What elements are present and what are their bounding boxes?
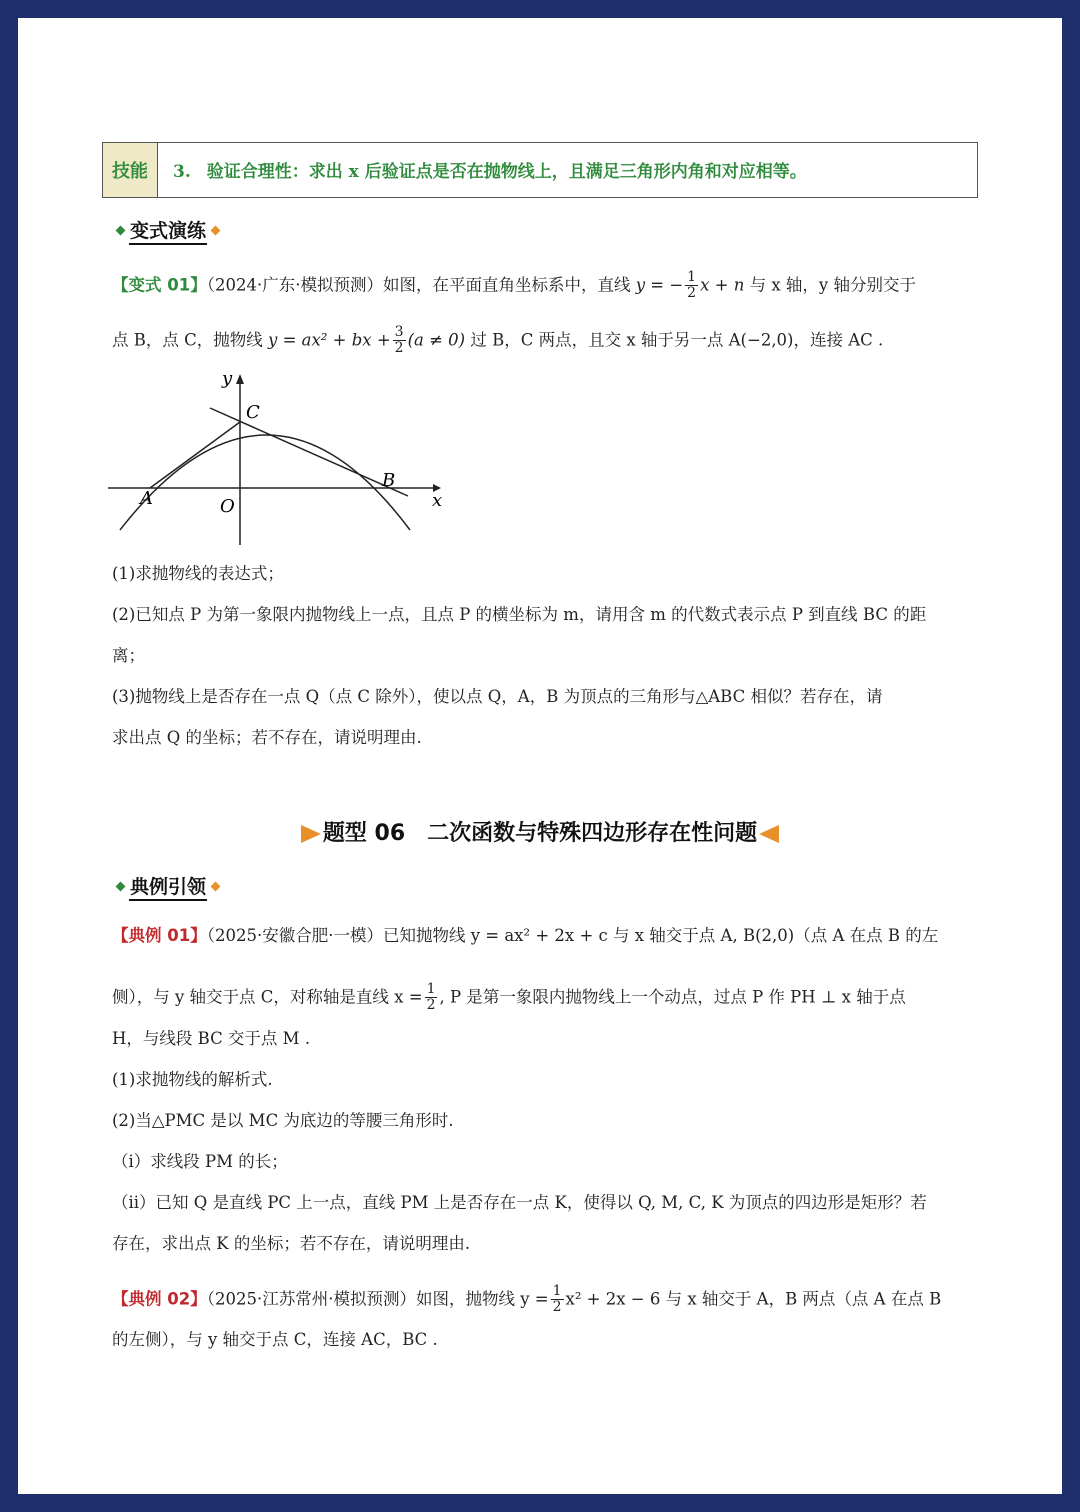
label-a: A <box>140 488 153 509</box>
variant01-question2-line2: 离； <box>112 646 145 665</box>
text-span: （2024·广东·模拟预测）如图，在平面直角坐标系中，直线 <box>206 275 631 295</box>
example02-line2: 的左侧），与 y 轴交于点 C，连接 AC，BC . <box>112 1330 438 1349</box>
numerator: 1 <box>426 981 436 997</box>
banner-right-arrow-icon <box>759 825 779 843</box>
parabola-curve <box>120 435 410 530</box>
label-o: O <box>220 496 235 517</box>
numerator: 1 <box>552 1283 562 1299</box>
example01-question2-i: （i）求线段 PM 的长； <box>112 1152 288 1171</box>
variant01-question2-line1: (2)已知点 P 为第一象限内抛物线上一点，且点 P 的横坐标为 m，请用含 m 的代数式表示点 P 到直线 BC 的距 <box>112 605 927 624</box>
variant01-question1: (1)求抛物线的表达式； <box>112 564 284 583</box>
text-span: x² + 2x − 6 与 x 轴交于 A，B 两点（点 A 在点 B <box>565 1289 942 1309</box>
text-span: （2025·安徽合肥·一模）已知抛物线 y = ax² + 2x + c 与 x 轴交于点 A, B(2,0)（点 A 在点 B 的左 <box>206 926 939 945</box>
example01-tag: 【典例 01】 <box>112 926 207 945</box>
fraction <box>425 982 438 1014</box>
section-variant-practice <box>112 216 224 245</box>
denominator: 2 <box>552 1299 562 1316</box>
variant01-question3-line1: (3)抛物线上是否存在一点 Q（点 C 除外），使以点 Q，A，B 为顶点的三角形与△ABC 相似？若存在，请 <box>112 687 883 706</box>
variant01-line2 <box>112 325 883 357</box>
skill-number: 3. <box>173 162 191 182</box>
orange-diamond-icon <box>211 882 221 892</box>
example01-line3: H，与线段 BC 交于点 M . <box>112 1029 311 1048</box>
example02-tag: 【典例 02】 <box>112 1289 207 1309</box>
text-span: 过 B，C 两点，且交 x 轴于另一点 A(−2,0)，连接 AC . <box>470 330 884 350</box>
skill-content: 验证合理性：求出 x 后验证点是否在抛物线上，且满足三角形内角和对应相等。 <box>206 162 807 182</box>
green-diamond-icon <box>116 226 126 236</box>
denominator: 2 <box>426 997 436 1014</box>
math-span: (a ≠ 0) <box>407 330 466 350</box>
example01-question2-ii-line2: 存在，求出点 K 的坐标；若不存在，请说明理由. <box>112 1234 471 1253</box>
example02-line1 <box>112 1284 941 1316</box>
banner-left-arrow-icon <box>301 825 321 843</box>
fraction <box>551 1284 564 1316</box>
banner-title: 题型 06 二次函数与特殊四边形存在性问题 <box>322 821 758 846</box>
denominator: 2 <box>687 285 697 302</box>
example01-line2 <box>112 982 906 1014</box>
segment-ac <box>150 422 240 488</box>
label-b: B <box>382 470 396 491</box>
text-span: 侧），与 y 轴交于点 C，对称轴是直线 x = <box>112 987 423 1007</box>
example01-question1: (1)求抛物线的解析式. <box>112 1070 273 1089</box>
skill-box <box>102 142 978 198</box>
label-y: y <box>222 370 233 389</box>
variant01-tag: 【变式 01】 <box>112 275 207 295</box>
y-axis-arrow-icon <box>236 374 244 384</box>
skill-label: 技能 <box>103 143 158 197</box>
label-c: C <box>246 402 260 423</box>
text-span: 与 x 轴，y 轴分别交于 <box>749 275 916 295</box>
label-x: x <box>432 490 443 511</box>
green-diamond-icon <box>116 882 126 892</box>
section-banner <box>18 816 1062 847</box>
denominator: 2 <box>394 340 404 357</box>
text-span: （2025·江苏常州·模拟预测）如图，抛物线 y = <box>206 1289 549 1309</box>
skill-text <box>173 157 807 182</box>
numerator: 3 <box>394 324 404 340</box>
section-typical-examples <box>112 872 224 901</box>
fraction <box>685 270 698 302</box>
math-span: y = − <box>635 275 684 295</box>
example01-question2-ii-line1: （ii）已知 Q 是直线 PC 上一点，直线 PM 上是否存在一点 K，使得以 Q, M, C, K 为顶点的四边形是矩形？若 <box>112 1193 927 1212</box>
example01-line1 <box>112 928 938 945</box>
text-span: 点 B，点 C，抛物线 <box>112 330 263 350</box>
variant01-question3-line2: 求出点 Q 的坐标；若不存在，请说明理由. <box>112 728 422 747</box>
section-title: 典例引领 <box>129 872 207 901</box>
numerator: 1 <box>687 269 697 285</box>
orange-diamond-icon <box>211 226 221 236</box>
fraction <box>393 325 406 357</box>
parabola-graph <box>108 370 448 550</box>
math-span: y = ax² + bx + <box>268 330 391 350</box>
variant01-line1 <box>112 270 916 302</box>
math-span: x + n <box>700 275 745 295</box>
text-span: , P 是第一象限内抛物线上一个动点，过点 P 作 PH ⊥ x 轴于点 <box>439 987 906 1007</box>
example01-question2: (2)当△PMC 是以 MC 为底边的等腰三角形时. <box>112 1111 454 1130</box>
document-page <box>18 18 1062 1494</box>
section-title: 变式演练 <box>129 216 207 245</box>
